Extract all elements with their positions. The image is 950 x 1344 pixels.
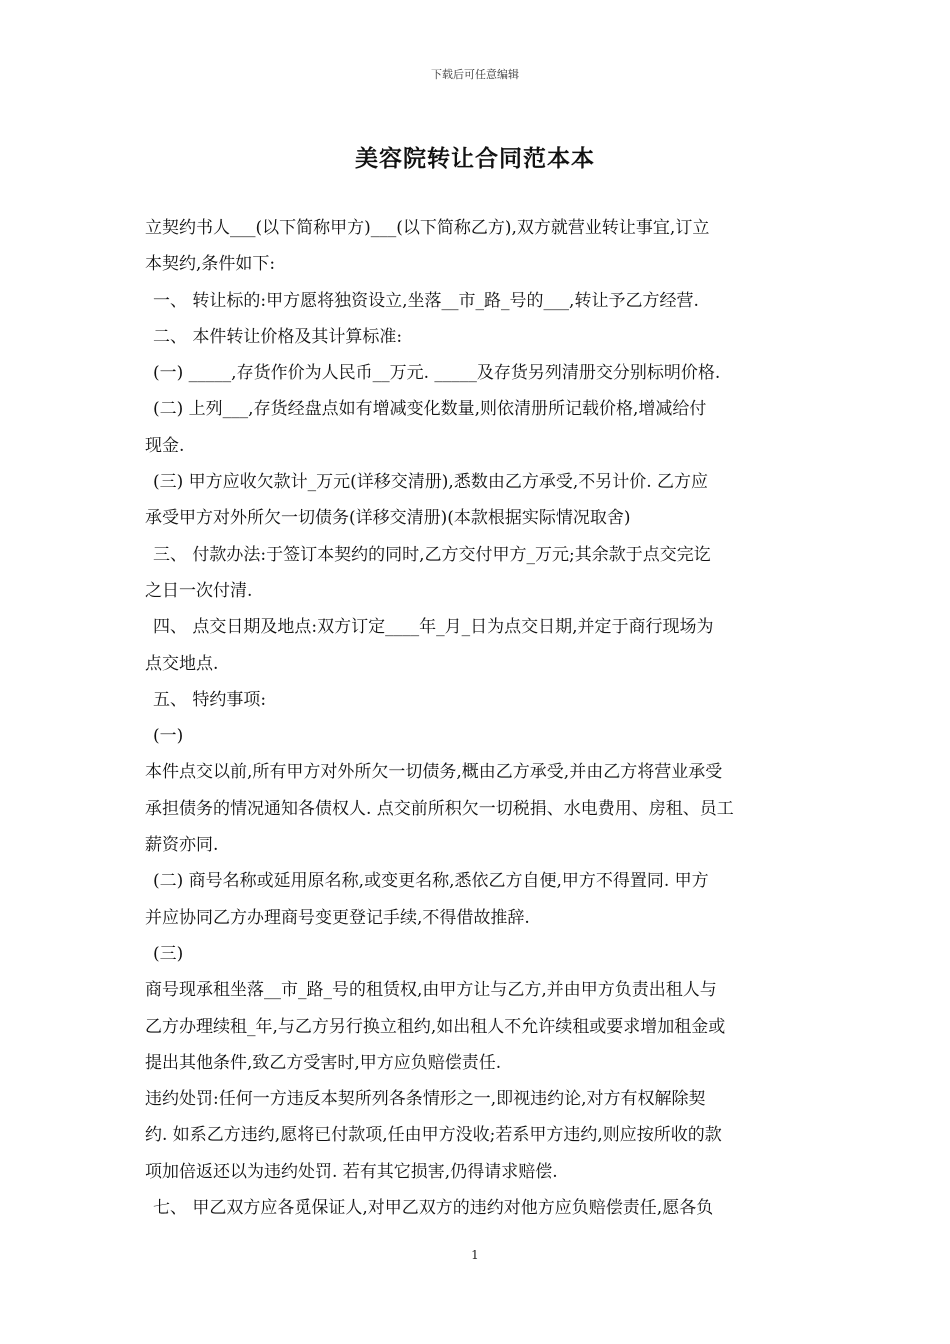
contract-line: 本件点交以前,所有甲方对外所欠一切债务,概由乙方承受,并由乙方将营业承受	[145, 762, 723, 783]
contract-line: 点交地点.	[145, 653, 219, 674]
header-note: 下载后可任意编辑	[431, 68, 519, 81]
contract-line: 承受甲方对外所欠一切债务(详移交清册)(本款根据实际情况取舍)	[145, 508, 631, 529]
contract-line: 七、 甲乙双方应各觅保证人,对甲乙双方的违约对他方应负赔偿责任,愿各负	[153, 1198, 714, 1219]
contract-line: 项加倍返还以为违约处罚. 若有其它损害,仍得请求赔偿.	[145, 1161, 558, 1182]
contract-line: (三) 甲方应收欠款计_万元(详移交清册),悉数由乙方承受,不另计价. 乙方应	[153, 472, 709, 493]
contract-line: 约. 如系乙方违约,愿将已付款项,任由甲方没收;若系甲方违约,则应按所收的款	[145, 1125, 722, 1146]
contract-line: 立契约书人___(以下简称甲方)___(以下简称乙方),双方就营业转让事宜,订立	[145, 218, 710, 238]
contract-line: 二、 本件转让价格及其计算标准:	[153, 326, 403, 347]
contract-line: 违约处罚:任何一方违反本契所列各条情形之一,即视违约论,对方有权解除契	[145, 1089, 706, 1110]
contract-line: 承担债务的情况通知各债权人. 点交前所积欠一切税捐、水电费用、房租、员工	[145, 798, 734, 819]
contract-line: 五、 特约事项:	[153, 689, 267, 710]
contract-line: 现金.	[145, 435, 185, 456]
contract-line: 四、 点交日期及地点:双方订定____年_月_日为点交日期,并定于商行现场为	[153, 617, 714, 638]
contract-line: (二) 上列___,存货经盘点如有增减变化数量,则依清册所记载价格,增减给付	[153, 399, 707, 420]
contract-line: 薪资亦同.	[145, 835, 219, 856]
contract-line: (二) 商号名称或延用原名称,或变更名称,悉依乙方自便,甲方不得置同. 甲方	[153, 871, 709, 892]
contract-line: (一)	[153, 726, 184, 747]
contract-line: 提出其他条件,致乙方受害时,甲方应负赔偿责任.	[145, 1052, 502, 1073]
contract-line: 本契约,条件如下:	[145, 254, 276, 275]
contract-line: 商号现承租坐落__市_路_号的租赁权,由甲方让与乙方,并由甲方负责出租人与	[145, 980, 717, 1001]
document-title: 美容院转让合同范本本	[355, 145, 595, 172]
contract-line: (三)	[153, 943, 184, 964]
contract-line: 乙方办理续租_年,与乙方另行换立租约,如出租人不允许续租或要求增加租金或	[145, 1016, 726, 1037]
contract-body	[145, 210, 810, 1226]
page-number: 1	[471, 1248, 479, 1262]
contract-line: 三、 付款办法:于签订本契约的同时,乙方交付甲方_万元;其余款于点交完讫	[153, 544, 711, 565]
contract-line: 之日一次付清.	[145, 580, 253, 601]
contract-line: (一) _____,存货作价为人民币__万元. _____及存货另列清册交分别标明价格.	[153, 363, 721, 384]
contract-line: 一、 转让标的:甲方愿将独资设立,坐落__市_路_号的___,转让予乙方经营.	[153, 290, 699, 311]
contract-line: 并应协同乙方办理商号变更登记手续,不得借故推辞.	[145, 907, 530, 928]
